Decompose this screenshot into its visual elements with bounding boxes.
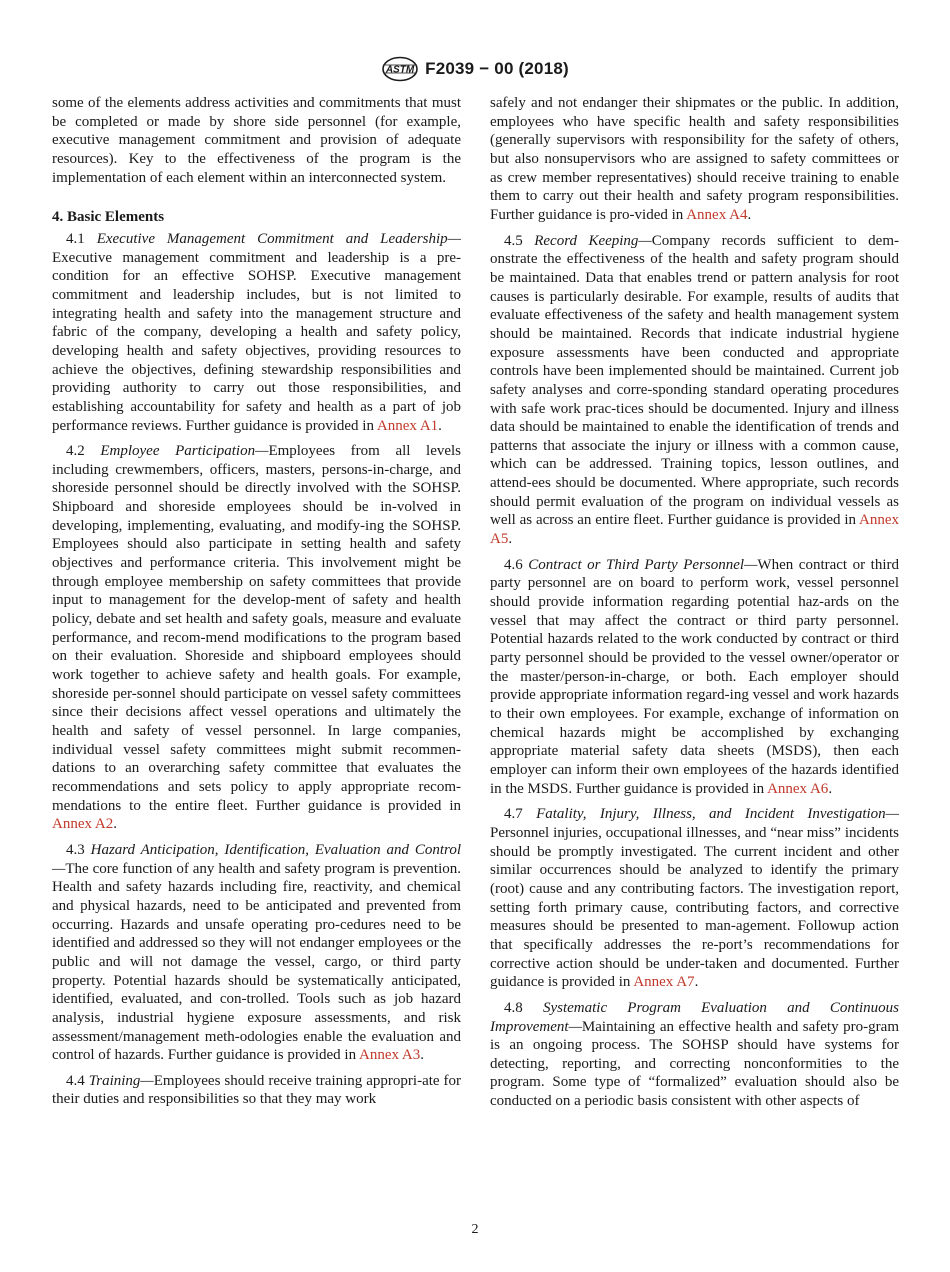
paragraph-title: Record Keeping—: [534, 232, 652, 249]
intro-paragraph: some of the elements address activities and commitments that must be completed or made by shore side personnel (for example, executive management commitment and provision of adequate resources). Key to the effectiveness of the program is the implementation of each element within an interconnected system.: [52, 95, 461, 186]
paragraph-title: Contract or Third Party Personnel—: [528, 556, 758, 573]
right-column: [490, 94, 899, 1111]
annex-a7-link[interactable]: Annex A7: [633, 974, 695, 991]
section-heading: 4. Basic Elements: [52, 209, 165, 226]
annex-a5-link[interactable]: Annex A5: [490, 512, 899, 548]
left-column: [52, 94, 461, 1109]
paragraph-4-5: 4.5 Record Keeping—Company records sufficient to dem-onstrate the effectiveness of the health and safety program should be maintained. Data that enables trend or pattern analysis for root causes is particularly desirable. For example, results of audits that evaluate effectiveness of the safety and health management system should be maintained. Records that indicate industrial hygiene exposure assessments have been conducted and appropriate controls have been implemented should be maintained. Current job safety analyses and corre-sponding standard operating procedures with safe work prac-tices should be documented. Injury and illness data should be maintained to enable the identification of trends and patterns that associate the injury or illness with a common cause, which can be addressed. Training topics, lesson outlines, and attend-ees should be documented. Where appropriate, such records should permit evaluation of the program on individual vessels as well as across an entire fleet. Further guidance is provided in Annex A5.: [490, 232, 899, 548]
svg-text:ASTM: ASTM: [385, 64, 415, 76]
annex-a6-link[interactable]: Annex A6: [767, 780, 829, 797]
page-number: 2: [471, 1222, 479, 1237]
paragraph-title: Employee Participation—: [100, 443, 269, 460]
paragraph-title: Executive Management Commitment and Leadership—: [96, 230, 461, 247]
paragraph-4-2: 4.2 Employee Participation—Employees from all levels including crewmembers, officers, masters, persons-in-charge, and shoreside personnel should be directly involved with the SOHSP. Shipboard and shoreside employees should be in-volved in developing, implementing, evaluating, and modify-ing the SOHSP. Employees should also participate in setting health and safety objectives and performance criteria. This involvement might be through employee membership on safety committees that provide input to management for the develop-ment of safety and health policy, debate and set health and safety goals, measure and evaluate performance, and recom-mend modifications to the program based on their evaluation. Shoreside and shipboard employees should work together to achieve safety and health goals. For example, shoreside per-sonnel should participate on vessel safety committees since their decisions affect vessel operations and ultimately the health and safety of vessel personnel. In large companies, individual vessel safety committees might submit recommen-dations to an overarching safety committee that evaluates the recommendations and sets policy to apply appropriate recom-mendations to the entire fleet. Further guidance is provided in Annex A2.: [52, 443, 462, 833]
paragraph-title: Systematic Program Evaluation and Continuous Improvement—: [490, 999, 899, 1035]
paragraph-title: Fatality, Injury, Illness, and Incident Investigation—: [536, 806, 899, 823]
paragraph-4-8: 4.8 Systematic Program Evaluation and Continuous Improvement—Maintaining an effective health and safety pro-gram is an ongoing process. The SOHSP should have systems for detecting, reporting, and correcting nonconformities to the program. Some type of “formalized” evaluation should also be conducted on a periodic basis consistent with other aspects of: [490, 999, 899, 1110]
page-header: [0, 56, 950, 82]
document-id: F2039 − 00 (2018): [425, 59, 569, 78]
annex-a4-link[interactable]: Annex A4: [686, 206, 748, 223]
annex-a1-link[interactable]: Annex A1: [376, 417, 439, 434]
paragraph-4-6: 4.6 Contract or Third Party Personnel—When contract or third party personnel are on board to perform work, vessel personnel should provide information regarding potential haz-ards on the vessel that may affect the contract or third party personnel. Potential hazards related to the work conducted by contract or third party personnel should be provided to the vessel owner/operator or the master/person-in-charge, or both. Each employer should provide appropriate information regard-ing vessel and work hazards to their own employees. For example, exchange of information on chemical hazards might be accomplished by exchanging appropriate material safety data sheets (MSDS), then each employer can inform their own employees of the hazards identified in the MSDS. Further guidance is provided in Annex A6.: [490, 556, 899, 797]
paragraph-4-4: 4.4 Training—Employees should receive training appropri-ate for their duties and responsibilities so that they may work: [52, 1072, 462, 1108]
annex-a2-link[interactable]: Annex A2: [52, 816, 114, 833]
paragraph-4-3: 4.3 Hazard Anticipation, Identification, Evaluation and Control—The core function of any health and safety program is prevention. Health and safety hazards including fire, reactivity, and chemical and physical hazards, need to be anticipated and prevented from occurring. Hazards and unsafe operating pro-cedures need to be identified and addressed so they will not endanger employees or the public and will not damage the vessel, cargo, or third party property. Potential hazards should be systematically anticipated, identified, evaluated, and con-trolled. Tools such as job hazard analysis, industrial hygiene exposure assessments, and risk assessment/management meth-odologies enable the evaluation and control of hazards. Further guidance is provided in Annex A3.: [52, 841, 461, 1064]
paragraph-4-4-continued: safely and not endanger their shipmates or the public. In addition, employees who have specific health and safety responsibilities (generally supervisors with responsibility for the safety of others, but also nonsupervisors who are assigned to safety committees or as crew member representatives) should receive training to enable them to carry out their health and safety program responsibilities. Further guidance is pro-vided in Annex A4.: [490, 95, 899, 223]
astm-logo-icon: [381, 56, 419, 82]
paragraph-title: Hazard Anticipation, Identification, Evaluation and Control—: [52, 841, 461, 877]
paragraph-title: Training—: [88, 1072, 154, 1089]
annex-a3-link[interactable]: Annex A3: [359, 1047, 421, 1064]
paragraph-4-7: 4.7 Fatality, Injury, Illness, and Incident Investigation—Personnel injuries, occupational illnesses, and “near miss” incidents should be promptly investigated. The current incident and other similar occurrences should be analyzed to identify the primary (root) cause and any contributing factors. The investigation report, setting forth primary cause, contributing factors, and corrective measures should be presented to man-agement. Followup action that specifically addresses the re-port’s recommendations for corrective action should be under-taken and documented. Further guidance is provided in Annex A7.: [490, 806, 899, 991]
paragraph-4-1: 4.1 Executive Management Commitment and Leadership—Executive management commitment and leadership is a pre-condition for an effective SOHSP. Executive management commitment and leadership includes, but is not limited to integrating health and safety into the management structure and fabric of the company, developing a health and safety policy, developing health and safety objectives, providing resources to achieve the objectives, defining stewardship responsibilities and providing authority to carry out those responsibilities, and establishing accountability for safety and health as a part of job performance reviews. Further guidance is provided in Annex A1.: [52, 230, 461, 434]
